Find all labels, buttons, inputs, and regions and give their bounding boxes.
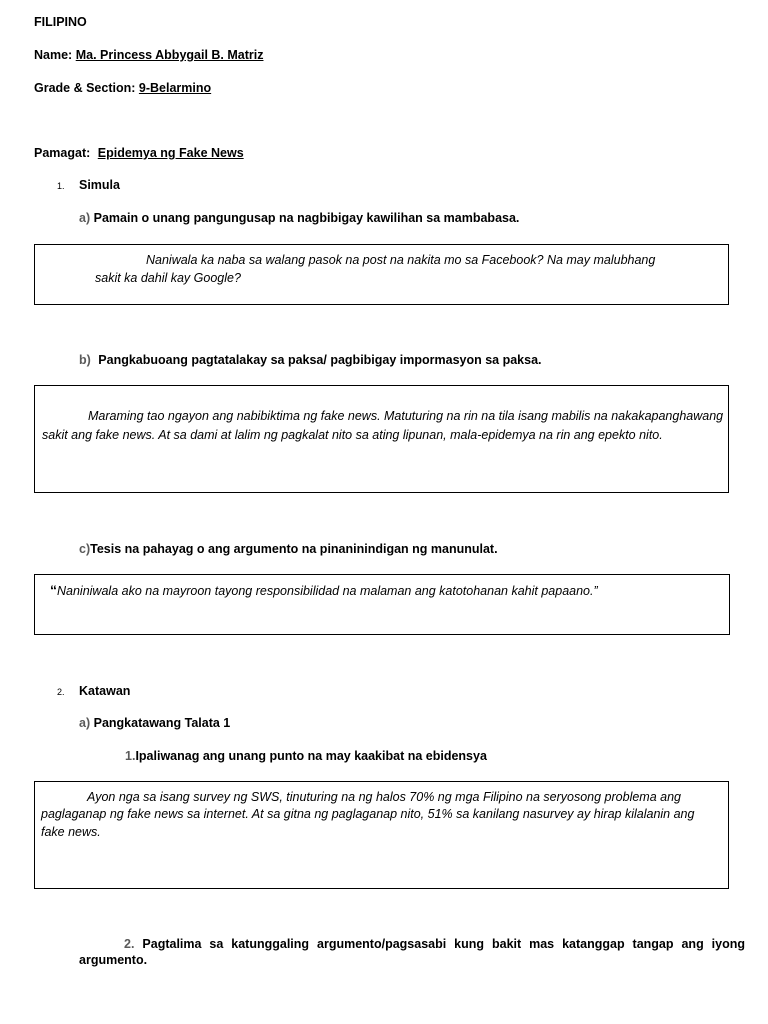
section1-a-answer-box [34,244,729,305]
section2-a-item1-text: Ipaliwanag ang unang punto na may kaakibat na ebidensya [135,749,487,763]
section2-a-answer-line2: paglaganap ng fake news sa internet. At sa gitna ng paglaganap nito, 51% sa kanilang nasurvey ay hirap kilalanin ang [41,807,695,821]
section2-a-marker: a) [79,716,91,730]
section2-item2-number: 2. [124,937,135,951]
section2-heading [57,684,130,698]
section2-item2-text: Pagtalima sa katunggaling argumento/pagsasabi kung bakit mas katanggap tangap ang iyong [142,937,745,951]
section1-number: 1. [57,181,65,191]
section1-b-text: Pangkabuoang pagtatalakay sa paksa/ pagbibigay impormasyon sa paksa. [98,353,542,367]
title-value: Epidemya ng Fake News [97,146,244,160]
section2-a-answer-line1: Ayon nga sa isang survey ng SWS, tinuturing na ng halos 70% ng mga Filipino na seryosong problema ang [87,790,681,804]
grade-value: 9-Belarmino [138,81,212,95]
section1-c-marker: c) [79,542,91,556]
section1-c-answer-body: Naniniwala ako na mayroon tayong responsibilidad na malaman ang katotohanan kahit papaano.” [57,584,598,598]
name-line [34,48,263,62]
section1-title: Simula [79,178,120,192]
section2-a-item1-number: 1. [125,749,136,763]
section1-b-marker: b) [79,353,91,367]
section1-heading [57,178,120,192]
section2-a-label [79,716,230,730]
section1-a-text: Pamain o unang pangungusap na nagbibigay kawilihan sa mambabasa. [93,211,520,225]
section2-item2 [79,937,745,967]
title-line [34,146,244,160]
subject-heading: FILIPINO [34,15,87,29]
name-value: Ma. Princess Abbygail B. Matriz [75,48,264,62]
section1-c-label [79,542,498,556]
section2-a-item1-label [125,749,487,763]
section2-item2-line1 [79,937,745,951]
section1-a-answer-line1: Naniwala ka naba sa walang pasok na post na nakita mo sa Facebook? Na may malubhang [146,253,656,267]
name-label: Name: [34,48,73,62]
section1-b-label [79,353,542,367]
grade-section-line [34,81,211,95]
section2-item2-line2: argumento. [79,953,148,967]
section1-a-marker: a) [79,211,91,225]
open-quote: “ [50,582,57,598]
section2-a-answer-box [34,781,729,889]
section1-c-text: Tesis na pahayag o ang argumento na pinaninindigan ng manunulat. [90,542,498,556]
section2-a-text: Pangkatawang Talata 1 [93,716,231,730]
section1-b-answer-box [34,385,729,493]
section1-a-answer-line2: sakit ka dahil kay Google? [95,271,241,285]
section2-a-answer-line3: fake news. [41,825,101,839]
title-label: Pamagat: [34,146,91,160]
grade-label: Grade & Section: [34,81,136,95]
section2-number: 2. [57,687,65,697]
section1-b-answer-line2: sakit ang fake news. At sa dami at lalim ng pagkalat nito sa ating lipunan, mala-epidemya na rin ang epekto nito. [42,428,663,442]
section1-c-answer-box [34,574,730,635]
section1-a-label [79,211,519,225]
section1-c-answer-text [50,581,598,600]
section1-b-answer-line1: Maraming tao ngayon ang nabibiktima ng fake news. Matuturing na rin na tila isang mabilis na nakakapanghawang [88,409,724,423]
section2-title: Katawan [79,684,131,698]
